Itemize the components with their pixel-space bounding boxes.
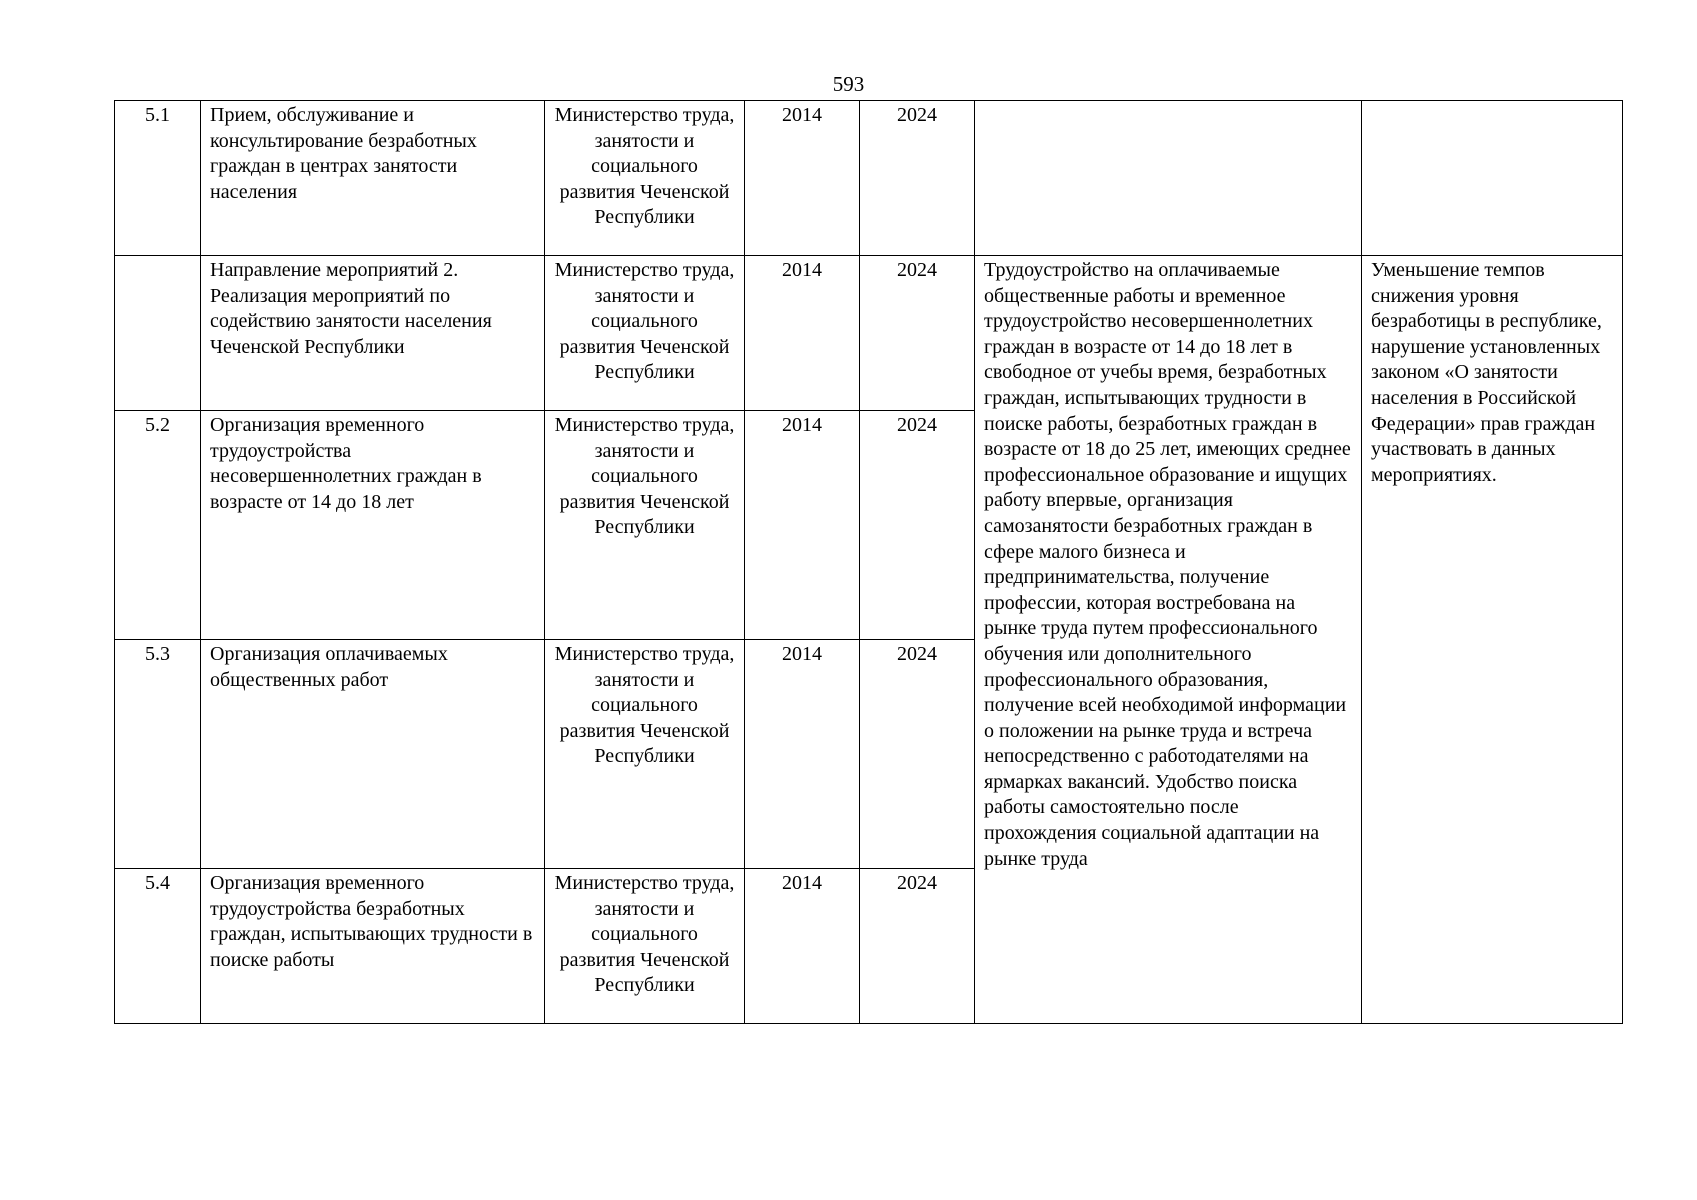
end-year: 2024 xyxy=(860,256,975,411)
measure-name: Организация временного трудоустройства несовершеннолетних граждан в возрасте от 14 до 18 лет xyxy=(201,411,545,640)
consequence-empty xyxy=(1362,101,1623,256)
end-year: 2024 xyxy=(860,869,975,1024)
start-year: 2014 xyxy=(745,256,860,411)
start-year: 2014 xyxy=(745,869,860,1024)
end-year: 2024 xyxy=(860,101,975,256)
measure-name: Организация оплачиваемых общественных работ xyxy=(201,640,545,869)
measure-name: Направление мероприятий 2. Реализация мероприятий по содействию занятости населения Чеченской Республики xyxy=(201,256,545,411)
start-year: 2014 xyxy=(745,640,860,869)
responsible-executor: Министерство труда, занятости и социального развития Чеченской Республики xyxy=(545,869,745,1024)
end-year: 2024 xyxy=(860,640,975,869)
row-number: 5.4 xyxy=(115,869,201,1024)
expected-result-empty xyxy=(975,101,1362,256)
row-number: 5.2 xyxy=(115,411,201,640)
table-row xyxy=(115,101,1623,256)
responsible-executor: Министерство труда, занятости и социального развития Чеченской Республики xyxy=(545,256,745,411)
expected-result: Трудоустройство на оплачиваемые общественные работы и временное трудоустройство несовершеннолетних граждан в возрасте от 14 до 18 лет в свободное от учебы время, безработных граждан, испытывающих трудности в поиске работы, безработных граждан в возрасте от 18 до 25 лет, имеющих среднее профессиональное образование и ищущих работу впервые, организация самозанятости безработных граждан в сфере малого бизнеса и предпринимательства, получение профессии, которая востребована на рынке труда путем профессионального обучения или дополнительного профессионального образования, получение всей необходимой информации о положении на рынке труда и встреча непосредственно с работодателями на ярмарках вакансий. Удобство поиска работы самостоятельно после прохождения социальной адаптации на рынке труда xyxy=(975,256,1362,1024)
start-year: 2014 xyxy=(745,411,860,640)
non-implementation-consequence: Уменьшение темпов снижения уровня безработицы в республике, нарушение установленных законом «О занятости населения в Российской Федерации» прав граждан участвовать в данных мероприятиях. xyxy=(1362,256,1623,1024)
responsible-executor: Министерство труда, занятости и социального развития Чеченской Республики xyxy=(545,101,745,256)
page-number: 593 xyxy=(832,72,865,96)
start-year: 2014 xyxy=(745,101,860,256)
row-number xyxy=(115,256,201,411)
measure-name: Организация временного трудоустройства безработных граждан, испытывающих трудности в поиске работы xyxy=(201,869,545,1024)
measures-table xyxy=(114,100,1623,1024)
responsible-executor: Министерство труда, занятости и социального развития Чеченской Республики xyxy=(545,640,745,869)
end-year: 2024 xyxy=(860,411,975,640)
table-row xyxy=(115,256,1623,411)
measure-name: Прием, обслуживание и консультирование безработных граждан в центрах занятости населения xyxy=(201,101,545,256)
row-number: 5.1 xyxy=(115,101,201,256)
row-number: 5.3 xyxy=(115,640,201,869)
responsible-executor: Министерство труда, занятости и социального развития Чеченской Республики xyxy=(545,411,745,640)
